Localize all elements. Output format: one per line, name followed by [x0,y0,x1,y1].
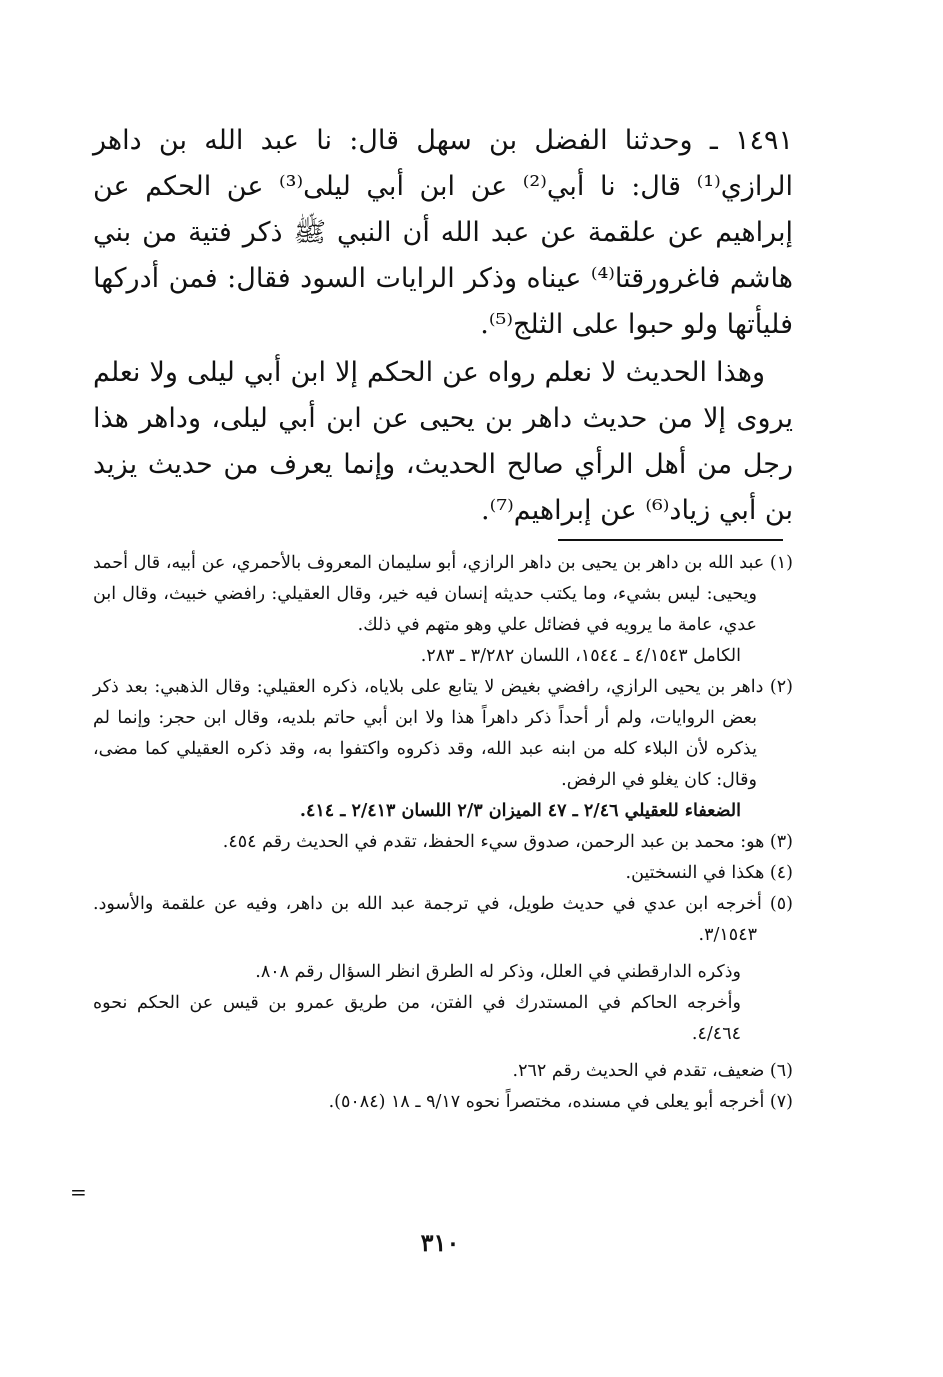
footnote-1: (١) عبد الله بن داهر بن يحيى بن داهر الرازي، أبو سليمان المعروف بالأحمري، عن أبيه، قال أحمد ويحيى: ليس بشيء، وما يكتب حديثه إنسان فيه خير، وقال العقيلي: رافضي خبيث، وقال ابن عدي، عامة ما يرويه في فضائل علي وهو متهم في ذلك. [93,553,793,635]
hadith-paragraph-2: وهذا الحديث لا نعلم رواه عن الحكم إلا ابن أبي ليلى ولا نعلم يروى إلا من حديث داهر بن يحيى عن ابن أبي ليلى، وداهر هذا رجل من أهل الرأي صالح الحديث، وإنما يعرف من حديث يزيد بن أبي زياد⁽⁶⁾ عن إبراهيم⁽⁷⁾. [93,357,793,526]
hadith-paragraph-1: ١٤٩١ ـ وحدثنا الفضل بن سهل قال: نا عبد الله بن داهر الرازي⁽¹⁾ قال: نا أبي⁽²⁾ عن ابن أبي ليلى⁽³⁾ عن الحكم عن إبراهيم عن علقمة عن عبد الله أن النبي ﷺ ذكر فتية من بني هاشم فاغرورقتا⁽⁴⁾ عيناه وذكر الرايات السود فقال: فمن أدركها فليأتها ولو حبوا على الثلج⁽⁵⁾. [93,125,793,340]
page-number: ٣١٠ [420,1228,460,1257]
hadith-text [93,118,793,534]
footnote-2-reference: الضعفاء للعقيلي ٢/٤٦ ـ ٤٧ الميزان ٢/٣ اللسان ٢/٤١٣ ـ ٤١٤. [299,801,741,821]
footnote-separator [558,539,783,541]
footnote-2: (٢) داهر بن يحيى الرازي، رافضي بغيض لا يتابع على بلاياه، ذكره العقيلي: وقال الذهبي: بعد ذكر بعض الروايات، ولم أر أحداً ذكر داهراً هذا ولا ابن أبي حاتم بلديه، وقال ابن حجر: وإنما لم يذكره لأن البلاء كله من ابنه عبد الله، وقد ذكروه واكتفوا به، وقد ذكره العقيلي كما مضى، وقال: كان يغلو في الرفض. [93,677,793,790]
footnote-6: (٦) ضعيف، تقدم في الحديث رقم ٢٦٢. [512,1061,793,1081]
continuation-mark: = [70,1180,87,1204]
footnote-3: (٣) هو: محمد بن عبد الرحمن، صدوق سيء الحفظ، تقدم في الحديث رقم ٤٥٤. [222,832,793,852]
footnote-4: (٤) هكذا في النسختين. [625,863,793,883]
footnote-5-note-1: وذكره الدارقطني في العلل، وذكر له الطرق انظر السؤال رقم ٨٠٨. [255,962,741,982]
footnote-5: (٥) أخرجه ابن عدي في حديث طويل، في ترجمة عبد الله بن داهر، وفيه عن علقمة والأسود. ٣/١٥٤٣. [93,894,793,945]
footnote-5-note-2: وأخرجه الحاكم في المستدرك في الفتن، من طريق عمرو بن قيس عن الحكم نحوه ٤/٤٦٤. [93,993,741,1044]
footnote-7: (٧) أخرجه أبو يعلى في مسنده، مختصراً نحوه ٩/١٧ ـ ١٨ (٥٠٨٤). [328,1092,793,1112]
footnotes [93,548,793,1118]
footnote-1-reference: الكامل ٤/١٥٤٣ ـ ١٥٤٤، اللسان ٣/٢٨٢ ـ ٢٨٣. [420,646,741,666]
